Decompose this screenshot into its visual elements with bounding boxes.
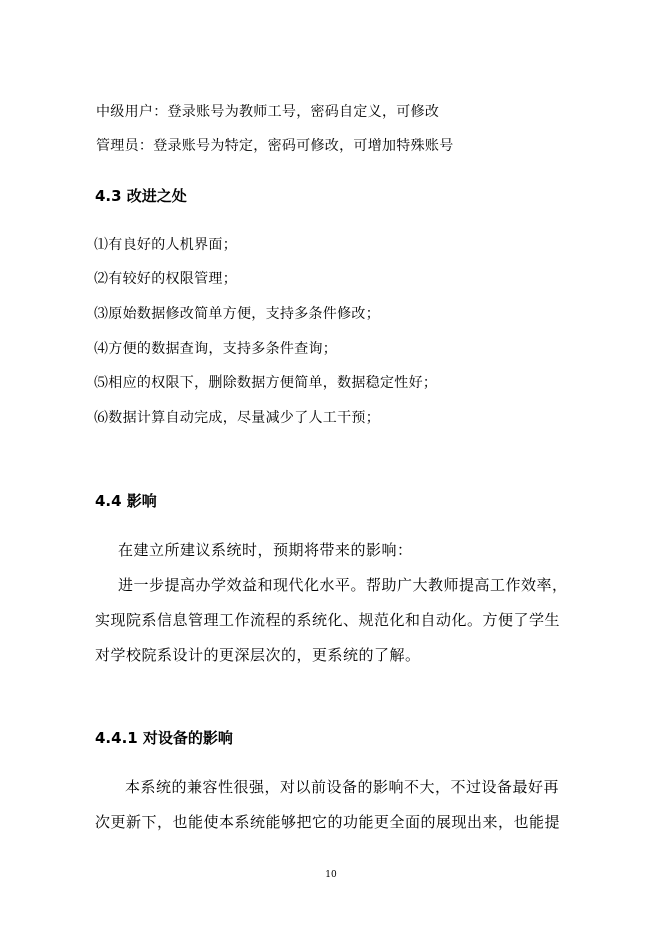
impact-intro-line: 在建立所建议系统时，预期将带来的影响： <box>118 541 413 559</box>
intro-line-admin: 管理员：登录账号为特定，密码可修改，可增加特殊账号 <box>96 138 454 154</box>
impact-paragraph-line-2: 实现院系信息管理工作流程的系统化、规范化和自动化。方便了学生 <box>95 611 561 629</box>
intro-line-mid-user: 中级用户：登录账号为教师工号，密码自定义，可修改 <box>96 104 440 120</box>
impact-paragraph-line-3: 对学校院系设计的更深层次的，更系统的了解。 <box>95 646 421 664</box>
improvement-item-4: ⑷方便的数据查询，支持多条件查询； <box>94 341 338 357</box>
section-4-4-heading: 4.4 影响 <box>95 492 157 510</box>
device-impact-line-2: 次更新下，也能使本系统能够把它的功能更全面的展现出来，也能提 <box>95 813 561 831</box>
impact-paragraph-line-1: 进一步提高办学效益和现代化水平。帮助广大教师提高工作效率， <box>118 576 568 594</box>
section-4-4-1-heading: 4.4.1 对设备的影响 <box>95 729 233 747</box>
page-number: 10 <box>325 870 337 880</box>
improvement-item-6: ⑹数据计算自动完成，尽量减少了人工干预； <box>94 410 380 426</box>
improvement-item-3: ⑶原始数据修改简单方便，支持多条件修改； <box>94 306 380 322</box>
improvement-item-1: ⑴有良好的人机界面； <box>94 237 237 253</box>
section-4-3-heading: 4.3 改进之处 <box>95 187 187 205</box>
device-impact-line-1: 本系统的兼容性很强，对以前设备的影响不大，不过设备最好再 <box>125 778 560 796</box>
improvement-item-5: ⑸相应的权限下，删除数据方便简单，数据稳定性好； <box>94 375 438 391</box>
improvement-item-2: ⑵有较好的权限管理； <box>94 271 237 287</box>
